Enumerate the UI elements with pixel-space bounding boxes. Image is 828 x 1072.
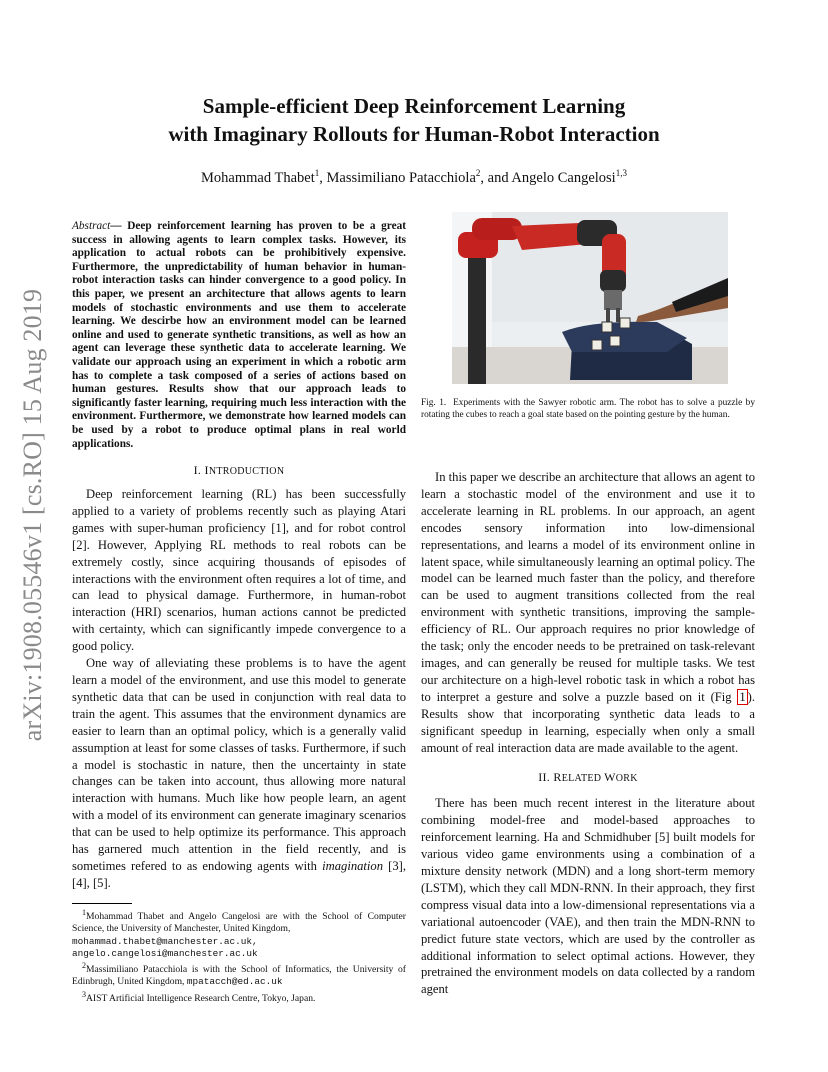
section-heading-initial: I <box>204 463 209 477</box>
paragraph <box>72 655 406 892</box>
footnote-text: Massimiliano Patacchiola is with the School of Informatics, the University of Edinbrugh, United Kingdom, <box>72 964 406 988</box>
section-heading-initial: R <box>553 770 562 785</box>
footnote-3: $^3$AIST Artificial Intelligence Research Centre, Tokyo, Japan. <box>82 989 316 1004</box>
author-list <box>0 168 828 187</box>
caption-text: Experiments with the Sawyer robotic arm. The robot has to solve a puzzle by rotating the cubes to reach a goal state based on the pointing gesture by the human. <box>421 398 755 420</box>
right-column <box>421 469 755 998</box>
footnote-text: Mohammad Thabet and Angelo Cangelosi are with the School of Computer Science, the University of Manchester, United Kingdom, <box>72 911 406 935</box>
figure-robot-photo <box>452 212 728 384</box>
email-link[interactable]: angelo.cangelosi@manchester.ac.uk <box>72 947 258 959</box>
footnote-divider <box>72 903 132 904</box>
figure-caption <box>421 397 755 421</box>
author-name: Mohammad Thabet <box>201 169 315 186</box>
abstract-text: — Deep reinforcement learning has proven to be a great success in allowing agents to learn complex tasks. However, its application to actual robots can be prohibitively expensive. Furthermore, the unpredictability of human behavior in human-robot interaction tasks can hinder convergence to a good policy. In this paper, we present an architecture that allows agents to learn models of stochastic environments and use them to accelerate learning. We descirbe how an environment model can be learned online and used to generate synthetic transitions, as well as how an agent can leverage these synthetic data to accelerate learning. We validate our approach using an experiment in which a robotic arm has to complete a task composed of a series of actions based on human gestures. Results show that our approach leads to significantly faster learning, requiring much less interaction with the environment. Furthermore, we demonstrate how learned models can be used by a robot to produce optimal plans in real world applications. <box>72 220 406 450</box>
author-separator: , and <box>480 169 512 186</box>
section-number: I. <box>193 463 205 477</box>
footnote-2: $^2$Massimiliano Patacchiola is with the School of Informatics, the University of Edinbrugh, United Kingdom, mpatacch@ed.ac.uk <box>72 961 406 988</box>
author-name: Angelo Cangelosi <box>511 169 616 186</box>
email-link[interactable]: mpatacch@ed.ac.uk <box>186 976 283 988</box>
footnote-text: AIST Artificial Intelligence Research Centre, Tokyo, Japan. <box>86 992 316 1004</box>
paragraph: There has been much recent interest in the literature about combining model-free and model-based approaches to reinforcement learning. Ha and Schmidhuber [5] built models for various video game environments using a combination of a mixture density network (MDN) and a long short-term memory (LSTM), which they call MDN-RNN. In their approach, they first compress visual data into a low-dimensional representations via a variational autoencoder (VAE), and then train the MDN-RNN to predict future state vectors, which are used by the controller as additional information to select optimal actions. However, they pretrained the environment models on data collected by a random agent <box>421 796 755 997</box>
robot-arm-illustration <box>452 212 728 384</box>
paragraph <box>421 469 755 756</box>
author-name: Massimiliano Patacchiola <box>326 169 476 186</box>
abstract <box>72 220 406 451</box>
emphasis-text: imagination <box>322 858 384 873</box>
introduction-section <box>72 463 406 892</box>
paper-title <box>0 92 828 148</box>
figure-reference-link[interactable]: 1 <box>739 689 746 704</box>
footnotes <box>72 906 406 1005</box>
section-heading-related-work <box>421 770 755 785</box>
footnote-1: $^1$Mohammad Thabet and Angelo Cangelosi are with the School of Computer Science, the University of Manchester, United Kingdom, mohammad.thabet@manchester.ac.uk, angelo.cangelosi@manchester.ac.uk <box>72 908 406 959</box>
paragraph-text: ). Results show that incorporating synthetic data leads to a significant speedup in learning, especially when only a small amount of real interaction data are made available to the agent. <box>421 689 755 755</box>
arxiv-id: arXiv:1908.05546v1 [cs.RO] 15 Aug 2019 <box>18 288 47 742</box>
paragraph: Deep reinforcement learning (RL) has been successfully applied to a variety of problems recently such as playing Atari games with super-human proficiency [1], and for robot control [2]. However, Applying RL methods to real robots can be extremely costly, since acquiring thousands of episodes of interactions with the environment often requires a lot of time, and can lead to physical damage. Furthermore, in human-robot interaction (HRI) scenarios, human actions cannot be predicted with certainty, which can significantly impede convergence to a good policy. <box>72 487 406 654</box>
paragraph-text: In this paper we describe an architecture that allows an agent to learn a stochastic model of the environment and use it to accelerate learning in RL problems. In our approach, an agent encodes sensory information into low-dimensional representations, and learns a model of its environment online in latent space, while simultaneously learning an optimal policy. The model can be learned much faster than the policy, and therefore can be used to augment transitions collected from the real environment with synthetic transitions, improving the sample-efficiency of RL. Our approach requires no prior knowledge of the task; only the encoder needs to be pretrained on task-relevant images, and can generally be reused for multiple tasks. We test our architecture on a high-level robotic task in which a robot has to interpret a gesture and solve a puzzle based on it (Fig <box>421 470 755 704</box>
section-heading-initial: W <box>604 770 616 785</box>
title-line-1: Sample-efficient Deep Reinforcement Learning <box>202 94 626 118</box>
paragraph-text: [3], [4], [5]. <box>72 858 407 890</box>
section-number: II. <box>538 770 554 785</box>
abstract-label: Abstract <box>72 220 111 232</box>
arxiv-stamp <box>20 280 46 750</box>
section-heading-rest: NTRODUCTION <box>208 466 285 477</box>
author-affiliation: 1,3 <box>615 168 627 178</box>
author-affiliation: 2 <box>475 168 481 178</box>
section-heading-rest: ELATED <box>561 773 605 785</box>
author-separator: , <box>319 169 327 186</box>
author-affiliation: 1 <box>314 168 320 178</box>
section-heading-introduction <box>72 463 406 478</box>
title-line-2: with Imaginary Rollouts for Human-Robot Interaction <box>168 122 660 146</box>
caption-label: Fig. 1. <box>421 398 447 408</box>
paragraph-text: One way of alleviating these problems is to have the agent learn a model of the environment, and use this model to generate synthetic data that can be used in conjunction with real data to train the agent. This assumes that the environment dynamics are easier to learn than an optimal policy, which is a generally valid assumption at least for some classes of tasks. Furthermore, if such a model is stochastic in nature, then the uncertainty in state changes can be taken into account, thus allowing more natural interaction with humans. Much like how people learn, an agent with a model of its environment can generate imaginary scenarios that can be used to help optimize its performance. This approach has garnered much attention in the field recently, and is sometimes refered to as endowing agents with <box>72 656 406 873</box>
section-heading-rest: ORK <box>615 773 638 785</box>
email-link[interactable]: mohammad.thabet@manchester.ac.uk, <box>72 935 258 947</box>
